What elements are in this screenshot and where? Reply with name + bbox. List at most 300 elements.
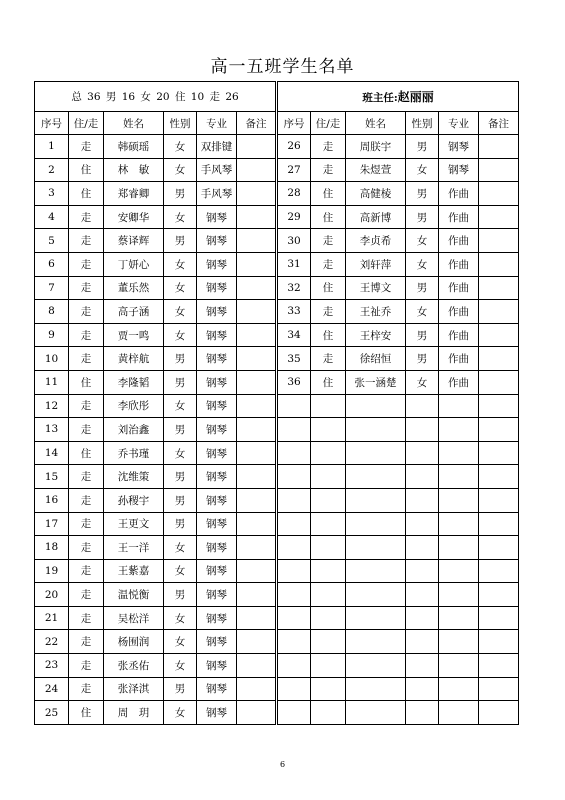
remarks (479, 300, 519, 324)
gender: 女 (164, 158, 197, 182)
table-row (35, 536, 519, 560)
student-name (346, 677, 406, 701)
boarding-status: 住 (69, 158, 104, 182)
student-name (346, 701, 406, 725)
page-title: 高一五班学生名单 (210, 57, 355, 77)
boarding-status (311, 488, 346, 512)
remarks (237, 370, 277, 394)
student-name: 郑睿卿 (104, 182, 164, 206)
table-row (35, 205, 519, 229)
major: 作曲 (439, 252, 479, 276)
student-number: 9 (35, 323, 69, 347)
student-name: 高健棱 (346, 182, 406, 206)
table-row (35, 606, 519, 630)
remarks (479, 252, 519, 276)
major: 钢琴 (197, 677, 237, 701)
remarks (237, 394, 277, 418)
gender: 女 (164, 559, 197, 583)
student-number: 5 (35, 229, 69, 253)
major (439, 630, 479, 654)
student-number: 21 (35, 606, 69, 630)
boarding-status: 走 (69, 229, 104, 253)
major (439, 441, 479, 465)
major: 钢琴 (197, 229, 237, 253)
boarding-status (311, 536, 346, 560)
remarks (479, 536, 519, 560)
remarks (237, 300, 277, 324)
major: 钢琴 (197, 630, 237, 654)
student-name: 董乐然 (104, 276, 164, 300)
boarding-status: 走 (69, 418, 104, 442)
remarks (479, 158, 519, 182)
gender: 男 (164, 182, 197, 206)
gender (406, 583, 439, 607)
student-number: 1 (35, 135, 69, 159)
student-name: 周朕宇 (346, 135, 406, 159)
boarding-status: 走 (69, 512, 104, 536)
student-name: 王祉乔 (346, 300, 406, 324)
column-header-row (35, 112, 519, 135)
gender: 女 (406, 300, 439, 324)
major: 手风琴 (197, 182, 237, 206)
student-name: 蔡译辉 (104, 229, 164, 253)
col-header-name: 姓名 (346, 112, 406, 135)
boarding-status: 走 (69, 583, 104, 607)
major: 作曲 (439, 370, 479, 394)
table-row (35, 276, 519, 300)
gender (406, 677, 439, 701)
class-summary: 总 36 男 16 女 20 住 10 走 26 (35, 82, 277, 112)
gender: 男 (164, 347, 197, 371)
table-row (35, 323, 519, 347)
student-number (277, 488, 311, 512)
student-name (346, 559, 406, 583)
major (439, 606, 479, 630)
gender: 男 (406, 276, 439, 300)
table-row (35, 158, 519, 182)
gender: 女 (406, 370, 439, 394)
table-row (35, 488, 519, 512)
student-name (346, 512, 406, 536)
student-number: 28 (277, 182, 311, 206)
remarks (237, 701, 277, 725)
major: 作曲 (439, 276, 479, 300)
table-row (35, 583, 519, 607)
student-name (346, 654, 406, 678)
remarks (237, 418, 277, 442)
student-name (346, 465, 406, 489)
table-row (35, 182, 519, 206)
major: 钢琴 (197, 701, 237, 725)
student-name (346, 394, 406, 418)
student-name: 林 敏 (104, 158, 164, 182)
remarks (479, 606, 519, 630)
major (439, 465, 479, 489)
table-row (35, 300, 519, 324)
student-number: 17 (35, 512, 69, 536)
gender: 女 (406, 229, 439, 253)
boarding-status: 住 (311, 370, 346, 394)
boarding-status: 走 (69, 488, 104, 512)
student-name: 朱煜萱 (346, 158, 406, 182)
summary-row (35, 82, 519, 112)
student-number: 31 (277, 252, 311, 276)
student-name (346, 606, 406, 630)
student-number: 27 (277, 158, 311, 182)
gender: 女 (164, 300, 197, 324)
boarding-status: 走 (69, 465, 104, 489)
major (439, 559, 479, 583)
remarks (237, 465, 277, 489)
gender: 女 (164, 394, 197, 418)
gender: 男 (406, 135, 439, 159)
student-number: 23 (35, 654, 69, 678)
student-name: 王博文 (346, 276, 406, 300)
student-number: 19 (35, 559, 69, 583)
boarding-status: 走 (69, 300, 104, 324)
boarding-status: 走 (311, 158, 346, 182)
boarding-status (311, 583, 346, 607)
boarding-status: 走 (311, 252, 346, 276)
student-number: 18 (35, 536, 69, 560)
table-row (35, 465, 519, 489)
major (439, 512, 479, 536)
major: 钢琴 (197, 606, 237, 630)
gender: 男 (406, 205, 439, 229)
remarks (479, 135, 519, 159)
table-row (35, 701, 519, 725)
boarding-status: 走 (69, 536, 104, 560)
student-number: 13 (35, 418, 69, 442)
gender (406, 559, 439, 583)
major: 钢琴 (197, 300, 237, 324)
boarding-status: 走 (311, 135, 346, 159)
gender (406, 394, 439, 418)
student-number (277, 677, 311, 701)
boarding-status: 走 (69, 347, 104, 371)
remarks (479, 559, 519, 583)
student-number (277, 559, 311, 583)
remarks (479, 347, 519, 371)
major (439, 701, 479, 725)
page-number: 6 (279, 760, 286, 769)
boarding-status: 走 (311, 300, 346, 324)
student-number: 3 (35, 182, 69, 206)
student-name: 张泽淇 (104, 677, 164, 701)
boarding-status: 走 (69, 606, 104, 630)
student-number: 2 (35, 158, 69, 182)
table-row (35, 229, 519, 253)
remarks (479, 276, 519, 300)
major: 钢琴 (197, 654, 237, 678)
student-number: 20 (35, 583, 69, 607)
student-number (277, 512, 311, 536)
student-number (277, 441, 311, 465)
table-row (35, 677, 519, 701)
col-header-major: 专业 (197, 112, 237, 135)
gender: 男 (406, 323, 439, 347)
student-name: 吴松洋 (104, 606, 164, 630)
major: 钢琴 (197, 465, 237, 489)
gender: 女 (164, 606, 197, 630)
boarding-status (311, 418, 346, 442)
head-teacher-label: 班主任: (362, 92, 398, 104)
remarks (237, 536, 277, 560)
major: 作曲 (439, 347, 479, 371)
boarding-status (311, 559, 346, 583)
student-number: 25 (35, 701, 69, 725)
remarks (237, 606, 277, 630)
boarding-status: 住 (311, 323, 346, 347)
gender: 男 (164, 488, 197, 512)
student-name (346, 583, 406, 607)
head-teacher-cell (277, 82, 519, 112)
student-number (277, 583, 311, 607)
remarks (237, 441, 277, 465)
boarding-status: 走 (311, 347, 346, 371)
student-number: 8 (35, 300, 69, 324)
student-name: 乔书瑾 (104, 441, 164, 465)
gender: 女 (164, 323, 197, 347)
remarks (479, 465, 519, 489)
table-row (35, 394, 519, 418)
gender: 女 (406, 158, 439, 182)
gender: 女 (164, 441, 197, 465)
student-name (346, 488, 406, 512)
gender: 女 (164, 276, 197, 300)
student-name: 高新博 (346, 205, 406, 229)
gender (406, 418, 439, 442)
student-number: 6 (35, 252, 69, 276)
student-name: 刘治鑫 (104, 418, 164, 442)
remarks (479, 370, 519, 394)
major: 钢琴 (197, 252, 237, 276)
remarks (479, 418, 519, 442)
gender: 男 (164, 465, 197, 489)
student-number (277, 418, 311, 442)
major (439, 394, 479, 418)
remarks (237, 205, 277, 229)
gender: 男 (164, 583, 197, 607)
gender: 男 (164, 229, 197, 253)
gender: 女 (164, 536, 197, 560)
student-name: 沈维策 (104, 465, 164, 489)
col-header-major: 专业 (439, 112, 479, 135)
gender (406, 606, 439, 630)
table-row (35, 370, 519, 394)
student-name: 周 玥 (104, 701, 164, 725)
remarks (237, 182, 277, 206)
student-name: 徐绍恒 (346, 347, 406, 371)
remarks (479, 441, 519, 465)
remarks (479, 701, 519, 725)
student-name: 王一洋 (104, 536, 164, 560)
remarks (237, 630, 277, 654)
remarks (479, 630, 519, 654)
boarding-status: 走 (311, 229, 346, 253)
boarding-status (311, 654, 346, 678)
student-name (346, 418, 406, 442)
student-roster-table (34, 81, 519, 725)
remarks (479, 583, 519, 607)
student-number: 4 (35, 205, 69, 229)
major (439, 583, 479, 607)
boarding-status (311, 606, 346, 630)
student-name: 温悦衡 (104, 583, 164, 607)
major (439, 654, 479, 678)
student-name: 李贞希 (346, 229, 406, 253)
col-header-boarding: 住/走 (311, 112, 346, 135)
gender: 男 (164, 677, 197, 701)
gender (406, 701, 439, 725)
student-number: 35 (277, 347, 311, 371)
remarks (237, 488, 277, 512)
student-name: 安卿华 (104, 205, 164, 229)
remarks (237, 559, 277, 583)
col-header-boarding: 住/走 (69, 112, 104, 135)
boarding-status: 住 (311, 182, 346, 206)
student-name: 丁妍心 (104, 252, 164, 276)
student-number (277, 536, 311, 560)
major: 双排键 (197, 135, 237, 159)
major: 钢琴 (439, 158, 479, 182)
table-row (35, 347, 519, 371)
student-name: 张丞佑 (104, 654, 164, 678)
gender: 女 (164, 701, 197, 725)
student-number: 30 (277, 229, 311, 253)
remarks (479, 205, 519, 229)
student-number (277, 654, 311, 678)
gender (406, 654, 439, 678)
major: 钢琴 (197, 536, 237, 560)
student-name: 王紫嘉 (104, 559, 164, 583)
gender: 男 (164, 512, 197, 536)
major: 钢琴 (197, 276, 237, 300)
table-row (35, 559, 519, 583)
student-name: 孙稷宇 (104, 488, 164, 512)
major: 作曲 (439, 205, 479, 229)
gender: 男 (406, 347, 439, 371)
col-header-number: 序号 (35, 112, 69, 135)
student-number: 11 (35, 370, 69, 394)
gender (406, 630, 439, 654)
major: 钢琴 (439, 135, 479, 159)
major: 钢琴 (197, 583, 237, 607)
major: 钢琴 (197, 323, 237, 347)
boarding-status: 走 (69, 276, 104, 300)
major: 钢琴 (197, 205, 237, 229)
boarding-status: 住 (69, 370, 104, 394)
major: 作曲 (439, 323, 479, 347)
table-row (35, 441, 519, 465)
major (439, 536, 479, 560)
boarding-status (311, 677, 346, 701)
major: 钢琴 (197, 559, 237, 583)
gender (406, 465, 439, 489)
student-number: 16 (35, 488, 69, 512)
gender: 男 (164, 370, 197, 394)
gender: 女 (164, 205, 197, 229)
major: 钢琴 (197, 394, 237, 418)
boarding-status: 走 (69, 654, 104, 678)
student-name: 黄梓航 (104, 347, 164, 371)
student-number: 10 (35, 347, 69, 371)
student-name: 王梓安 (346, 323, 406, 347)
boarding-status: 走 (69, 630, 104, 654)
col-header-remarks: 备注 (479, 112, 519, 135)
boarding-status (311, 630, 346, 654)
boarding-status: 走 (69, 394, 104, 418)
major: 作曲 (439, 229, 479, 253)
major (439, 418, 479, 442)
remarks (237, 158, 277, 182)
student-number (277, 630, 311, 654)
remarks (237, 677, 277, 701)
remarks (479, 677, 519, 701)
boarding-status: 走 (69, 135, 104, 159)
boarding-status: 住 (69, 182, 104, 206)
gender (406, 536, 439, 560)
student-number (277, 606, 311, 630)
gender (406, 488, 439, 512)
major: 作曲 (439, 182, 479, 206)
student-number: 7 (35, 276, 69, 300)
major: 钢琴 (197, 418, 237, 442)
remarks (237, 654, 277, 678)
student-number: 22 (35, 630, 69, 654)
remarks (237, 512, 277, 536)
student-name: 刘轩萍 (346, 252, 406, 276)
student-number: 15 (35, 465, 69, 489)
student-number: 34 (277, 323, 311, 347)
student-number (277, 465, 311, 489)
remarks (479, 394, 519, 418)
boarding-status (311, 512, 346, 536)
col-header-gender: 性别 (406, 112, 439, 135)
remarks (237, 347, 277, 371)
boarding-status (311, 441, 346, 465)
remarks (479, 512, 519, 536)
boarding-status: 住 (69, 701, 104, 725)
remarks (479, 488, 519, 512)
remarks (479, 323, 519, 347)
student-number: 24 (35, 677, 69, 701)
boarding-status: 住 (311, 276, 346, 300)
student-name: 张一涵楚 (346, 370, 406, 394)
student-name (346, 441, 406, 465)
student-number (277, 701, 311, 725)
student-number: 29 (277, 205, 311, 229)
boarding-status: 住 (69, 441, 104, 465)
col-header-gender: 性别 (164, 112, 197, 135)
student-number: 12 (35, 394, 69, 418)
major: 作曲 (439, 300, 479, 324)
gender: 女 (164, 654, 197, 678)
table-row (35, 135, 519, 159)
boarding-status: 走 (69, 252, 104, 276)
remarks (479, 654, 519, 678)
table-row (35, 512, 519, 536)
student-name: 李隆韬 (104, 370, 164, 394)
remarks (479, 229, 519, 253)
student-number (277, 394, 311, 418)
student-name: 杨囿润 (104, 630, 164, 654)
boarding-status (311, 701, 346, 725)
gender: 女 (164, 630, 197, 654)
student-name (346, 630, 406, 654)
table-row (35, 418, 519, 442)
boarding-status (311, 465, 346, 489)
